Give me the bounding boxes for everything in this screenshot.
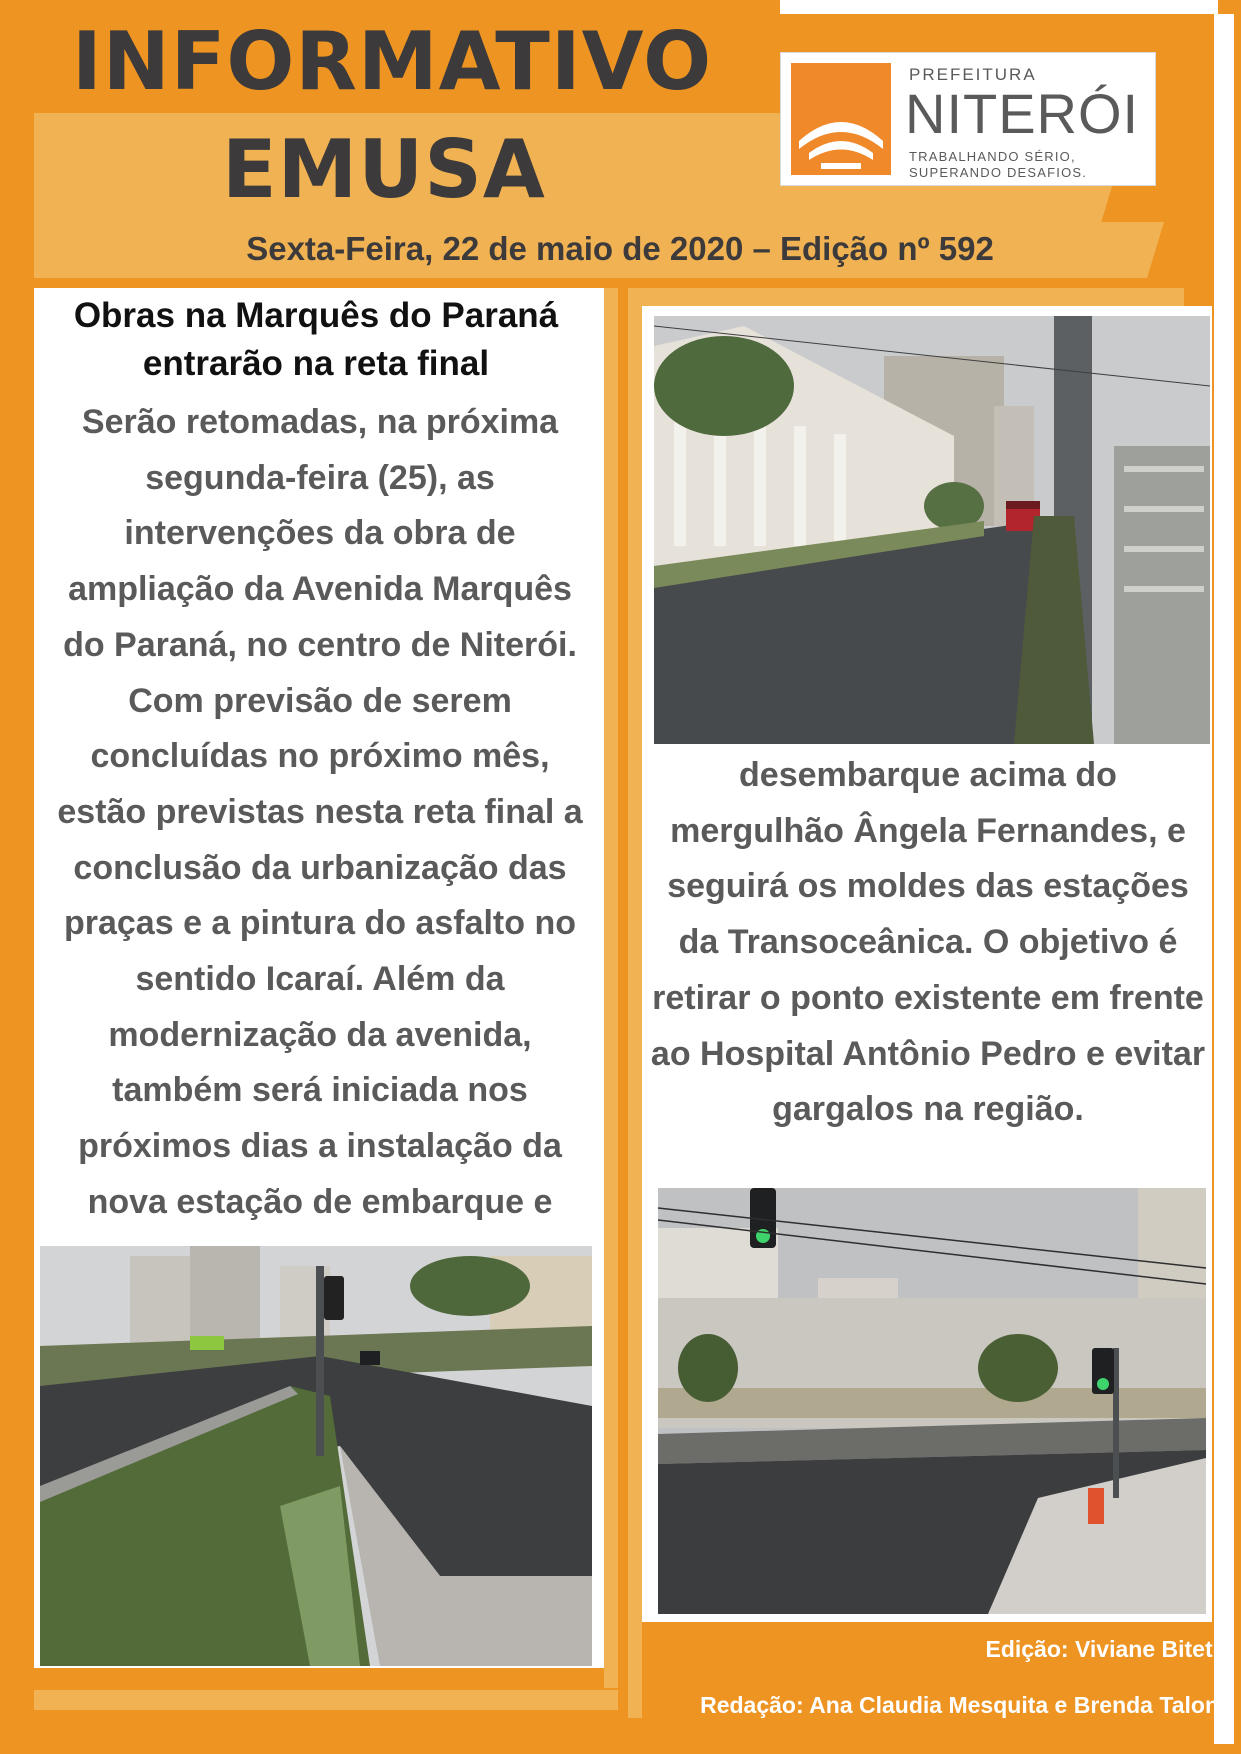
niteroi-logo-mark-icon bbox=[791, 63, 891, 175]
logo-prefeitura-text: PREFEITURA bbox=[909, 65, 1037, 84]
left-panel-bottom-accent bbox=[34, 1690, 618, 1710]
right-white-strip bbox=[1214, 14, 1234, 1744]
photo-avenue-bus bbox=[654, 316, 1210, 744]
right-panel-side-accent bbox=[628, 288, 642, 1718]
prefeitura-niteroi-logo bbox=[780, 52, 1156, 186]
credit-writing: Redação: Ana Claudia Mesquita e Brenda Talon bbox=[700, 1692, 1219, 1718]
photo-intersection-wall bbox=[658, 1188, 1206, 1614]
article-body-left: Serão retomadas, na próxima segunda-feira (25), as intervenções da obra de ampliação da Avenida Marquês do Paraná, no centro de Niterói. Com previsão de serem concluídas no próximo mês, estão previstas nesta reta final a conclusão da urbanização das praças e a pintura do asfalto no sentido Icaraí. Além da modernização da avenida, também será iniciada nos próximos dias a instalação da nova estação de embarque e bbox=[57, 403, 583, 1221]
date-edition-line: Sexta-Feira, 22 de maio de 2020 – Edição nº 592 bbox=[246, 230, 994, 267]
credit-edition: Edição: Viviane Biteti bbox=[985, 1636, 1219, 1662]
photo-road-median bbox=[40, 1246, 592, 1666]
article-body-right: desembarque acima do mergulhão Ângela Fernandes, e seguirá os moldes das estações da Transoceânica. O objetivo é retirar o ponto existente em frente ao Hospital Antônio Pedro e evitar gargalos na região. bbox=[650, 756, 1206, 1129]
left-panel-accent bbox=[604, 288, 618, 1688]
logo-slogan-line1: TRABALHANDO SÉRIO, bbox=[909, 149, 1076, 164]
article-headline: Obras na Marquês do Paraná entrarão na reta final bbox=[73, 296, 559, 383]
masthead-title-line2: EMUSA bbox=[222, 123, 546, 216]
top-white-strip bbox=[780, 0, 1218, 14]
right-panel-top-accent bbox=[628, 288, 1184, 306]
logo-city-name: NITERÓI bbox=[905, 82, 1140, 145]
masthead-title-line1: INFORMATIVO bbox=[72, 15, 713, 108]
logo-slogan-line2: SUPERANDO DESAFIOS. bbox=[909, 165, 1088, 180]
